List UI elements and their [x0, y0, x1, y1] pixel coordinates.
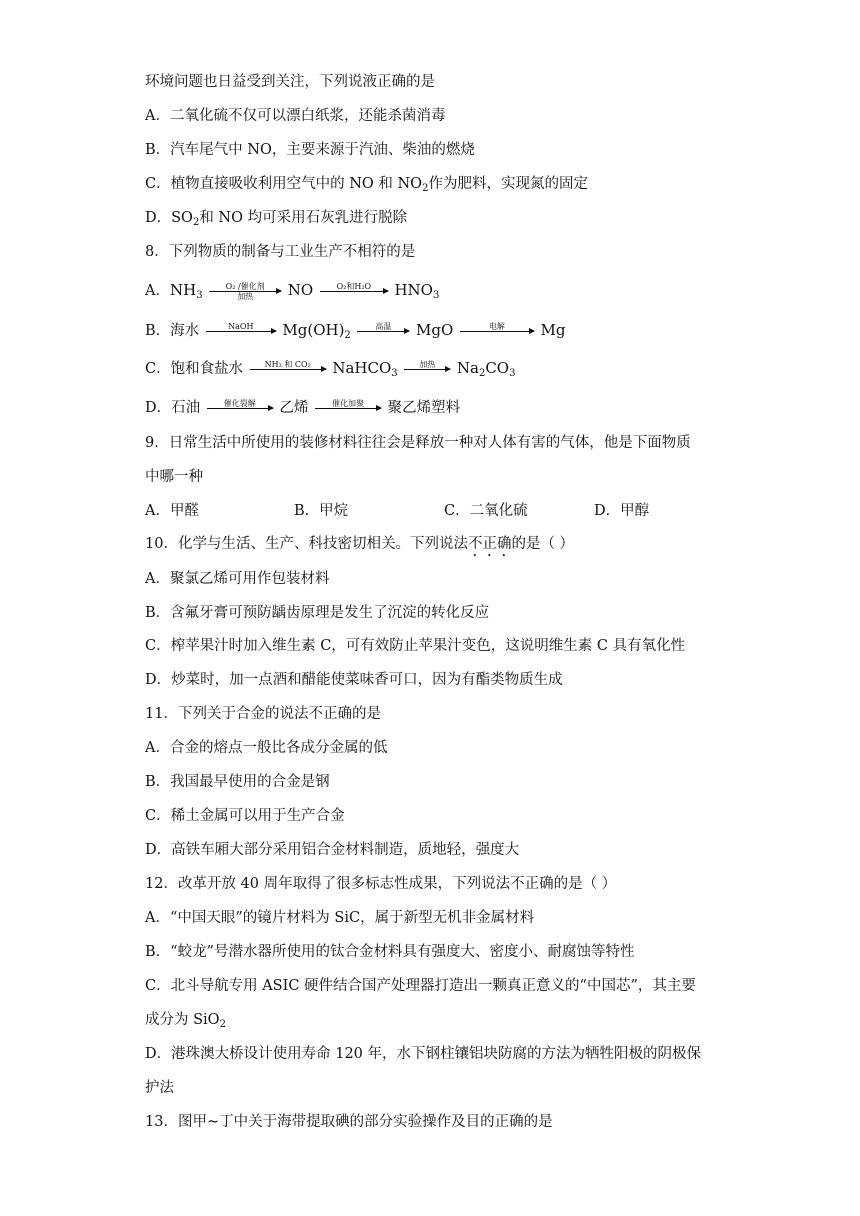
q8-b-s2: Mg(OH)	[282, 321, 345, 339]
q7-c-pre: C．植物直接吸收利用空气中的 NO 和 NO	[145, 176, 423, 192]
q8-a-arrow2	[320, 282, 388, 301]
q8-b-s4: Mg	[540, 321, 566, 339]
q8-c-s3b: CO	[485, 359, 510, 377]
q9-stem-line1: 9．日常生活中所使用的装修材料往往会是释放一种对人体有害的气体，他是下面物质	[145, 435, 691, 451]
q8-b-arrow2	[357, 322, 409, 341]
q9-option-a: A．甲醛	[145, 503, 199, 519]
q12-option-d-line1: D．港珠澳大桥设计使用寿命 120 年，水下钢柱镶铝块防腐的方法为牺牲阳极的阴极保	[145, 1046, 702, 1062]
q8-b-s3: MgO	[416, 321, 454, 339]
q10-stem-emphasis: 不正确	[467, 536, 512, 552]
q10-option-a: A．聚氯乙烯可用作包装材料	[145, 571, 330, 587]
q8-c-s3: Na	[456, 359, 479, 377]
q7-option-c	[145, 174, 588, 194]
q12-option-c-line1: C．北斗导航专用 ASIC 硬件结合国产处理器打造出一颗真正意义的“中国芯”，其主要	[145, 978, 696, 994]
q7-d-sub: 2	[192, 217, 200, 228]
q7-d-post: 和 NO 均可采用石灰乳进行脱除	[199, 210, 408, 226]
q8-c-s2: NaHCO	[332, 359, 392, 377]
q11-option-b: B．我国最早使用的合金是钢	[145, 774, 330, 790]
q7-d-pre: D．SO	[145, 210, 193, 226]
q8-c-arrow2-top: 加热	[419, 359, 436, 369]
q8-c-s3bsub: 3	[509, 368, 516, 379]
q8-a-s3sub: 3	[432, 290, 440, 301]
q9-stem-line2: 中哪一种	[145, 469, 203, 485]
q8-c-s3sub: 2	[478, 368, 486, 379]
q7-option-b: B．汽车尾气中 NO，主要来源于汽油、柴油的燃烧	[145, 142, 475, 158]
q8-b-arrow3-top: 电解	[488, 321, 505, 331]
q11-option-d: D．高铁车厢大部分采用铝合金材料制造，质地轻，强度大	[145, 842, 520, 858]
q8-a-arrow1-bot: 加热	[237, 291, 254, 301]
q7-option-a: A．二氧化硫不仅可以漂白纸浆，还能杀菌消毒	[145, 108, 446, 124]
q10-option-b: B．含氟牙膏可预防龋齿原理是发生了沉淀的转化反应	[145, 605, 490, 621]
q8-c-arrow1-top: NH₃ 和 CO₂	[264, 359, 311, 369]
q8-d-label: D．石油	[145, 400, 201, 416]
q8-d-s3: 聚乙烯塑料	[387, 400, 461, 416]
q12-option-b: B．“蛟龙”号潜水器所使用的钛合金材料具有强度大、密度小、耐腐蚀等特性	[145, 944, 635, 960]
q8-c-s2sub: 3	[391, 368, 398, 379]
q8-b-s2sub: 2	[344, 330, 351, 341]
q8-a-label: A．	[145, 283, 170, 299]
q10-option-d: D．炒菜时，加一点酒和醋能使菜味香可口，因为有酯类物质生成	[145, 672, 563, 688]
q12-c-sub: 2	[219, 1019, 226, 1030]
q9-option-c: C．二氧化硫	[444, 503, 528, 519]
intro-line: 环境问题也日益受到关注，下列说液正确的是	[145, 74, 435, 90]
q8-b-arrow2-top: 高温	[375, 321, 392, 331]
q8-a-s2: NO	[287, 281, 314, 299]
q8-a-s3: HNO	[394, 281, 433, 299]
q8-option-d	[145, 398, 460, 418]
q11-option-a: A．合金的熔点一般比各成分金属的低	[145, 740, 388, 756]
q8-a-s1: NH	[169, 281, 197, 299]
q7-c-post: 作为肥料，实现氮的固定	[428, 176, 588, 192]
q11-option-c: C．稀土金属可以用于生产合金	[145, 808, 345, 824]
q8-stem: 8．下列物质的制备与工业生产不相符的是	[145, 244, 416, 260]
q8-c-arrow1	[250, 360, 326, 379]
q8-c-arrow2	[404, 360, 450, 379]
q9-option-d: D．甲醇	[594, 503, 650, 519]
q10-stem-post: 的是（ ）	[511, 536, 575, 552]
q8-a-arrow2-top: O₂和H₂O	[336, 281, 372, 291]
q8-b-arrow1-top: NaOH	[228, 321, 254, 331]
q8-d-s2: 乙烯	[279, 400, 309, 416]
q8-option-a	[145, 280, 439, 301]
q9-option-b: B．甲烷	[294, 503, 349, 519]
q8-a-s1sub: 3	[196, 290, 203, 301]
q7-option-d	[145, 208, 407, 228]
q8-a-arrow1	[209, 282, 281, 301]
q8-d-arrow1-top: 催化裂解	[223, 398, 256, 408]
q12-option-a: A．“中国天眼”的镜片材料为 SiC，属于新型无机非金属材料	[145, 910, 535, 926]
q13-stem: 13．图甲~丁中关于海带提取碘的部分实验操作及目的正确的是	[145, 1114, 553, 1130]
q8-option-b	[145, 320, 565, 341]
q10-option-c: C．榨苹果汁时加入维生素 C，可有效防止苹果汁变色，这说明维生素 C 具有氧化性	[145, 638, 686, 654]
q10-stem	[145, 534, 574, 560]
q8-b-arrow3	[460, 322, 534, 341]
q12-option-c-line2	[145, 1010, 226, 1030]
q11-stem: 11．下列关于合金的说法不正确的是	[145, 706, 381, 722]
q8-b-arrow1	[206, 322, 276, 341]
q12-stem: 12．改革开放 40 周年取得了很多标志性成果，下列说法不正确的是（ ）	[145, 876, 617, 892]
q8-d-arrow2	[315, 399, 381, 418]
q8-a-arrow1-top: O₂ /催化剂	[225, 281, 265, 291]
q12-option-d-line2: 护法	[145, 1080, 174, 1096]
q7-c-sub: 2	[422, 183, 429, 194]
q8-option-c	[145, 358, 515, 379]
q8-d-arrow1	[207, 399, 273, 418]
q8-d-arrow2-top: 催化加聚	[331, 398, 364, 408]
q10-stem-pre: 10．化学与生活、生产、科技密切相关。下列说法	[145, 536, 468, 552]
q8-b-label: B．海水	[145, 323, 200, 339]
q8-c-label: C．饱和食盐水	[145, 361, 244, 377]
q12-c-pre: 成分为 SiO	[145, 1012, 220, 1028]
